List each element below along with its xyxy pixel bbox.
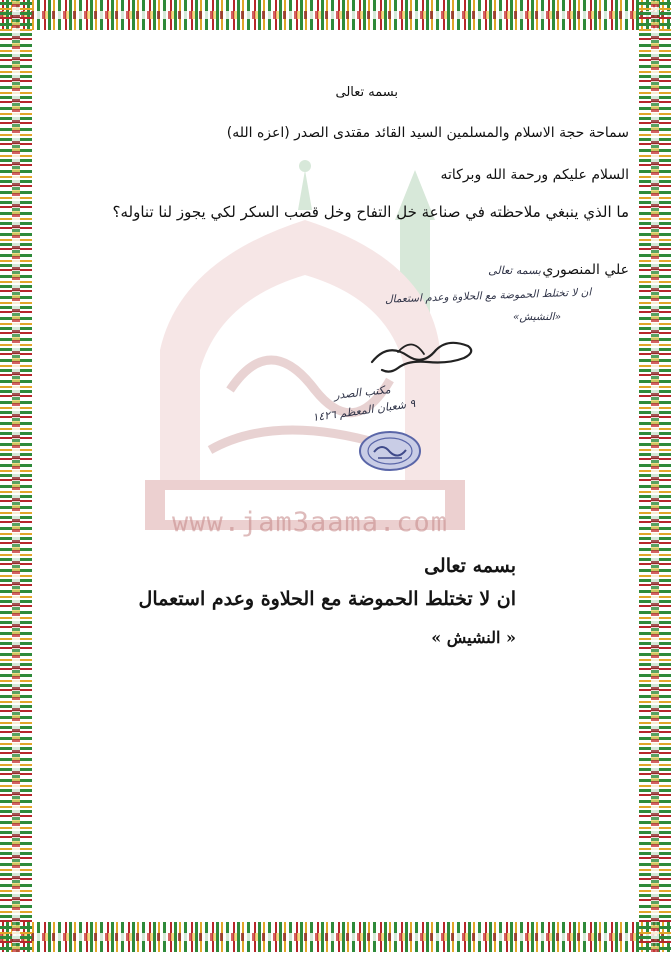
letter-addressee: سماحة حجة الاسلام والمسلمين السيد القائد مقتدى الصدر (اعزه الله) — [226, 125, 629, 141]
handwritten-answer-line: ان لا تختلط الحموضة مع الحلاوة وعدم استعمال — [384, 286, 592, 306]
office-seal-icon — [358, 430, 422, 472]
answer-term: « النشيش » — [431, 628, 516, 647]
letter-question: ما الذي ينبغي ملاحظته في صناعة خل التفاح وخل قصب السكر لكي يجوز لنا تناوله؟ — [112, 203, 629, 221]
answer-text: ان لا تختلط الحموضة مع الحلاوة وعدم استعمال — [138, 588, 516, 610]
handwritten-answer-term: «النشيش» — [512, 311, 561, 323]
watermark-url: www.jam3aama.com — [171, 507, 449, 538]
frame-bottom-border — [0, 922, 671, 952]
letter-greeting: السلام عليكم ورحمة الله وبركاته — [440, 167, 629, 183]
frame-right-border — [639, 0, 671, 952]
handwritten-date: ٩ شعبان المعظم ١٤٢٦ — [311, 396, 417, 425]
frame-top-border — [0, 0, 671, 30]
frame-left-border — [0, 0, 32, 952]
handwritten-signature-icon — [368, 332, 478, 380]
handwritten-office: مكتب الصدر — [333, 383, 392, 402]
handwritten-heading: بسمه تعالى — [488, 264, 541, 277]
letter-sender: علي المنصوري — [542, 262, 629, 278]
answer-heading: بسمه تعالى — [424, 555, 516, 577]
letter-heading: بسمه تعالى — [335, 85, 398, 100]
